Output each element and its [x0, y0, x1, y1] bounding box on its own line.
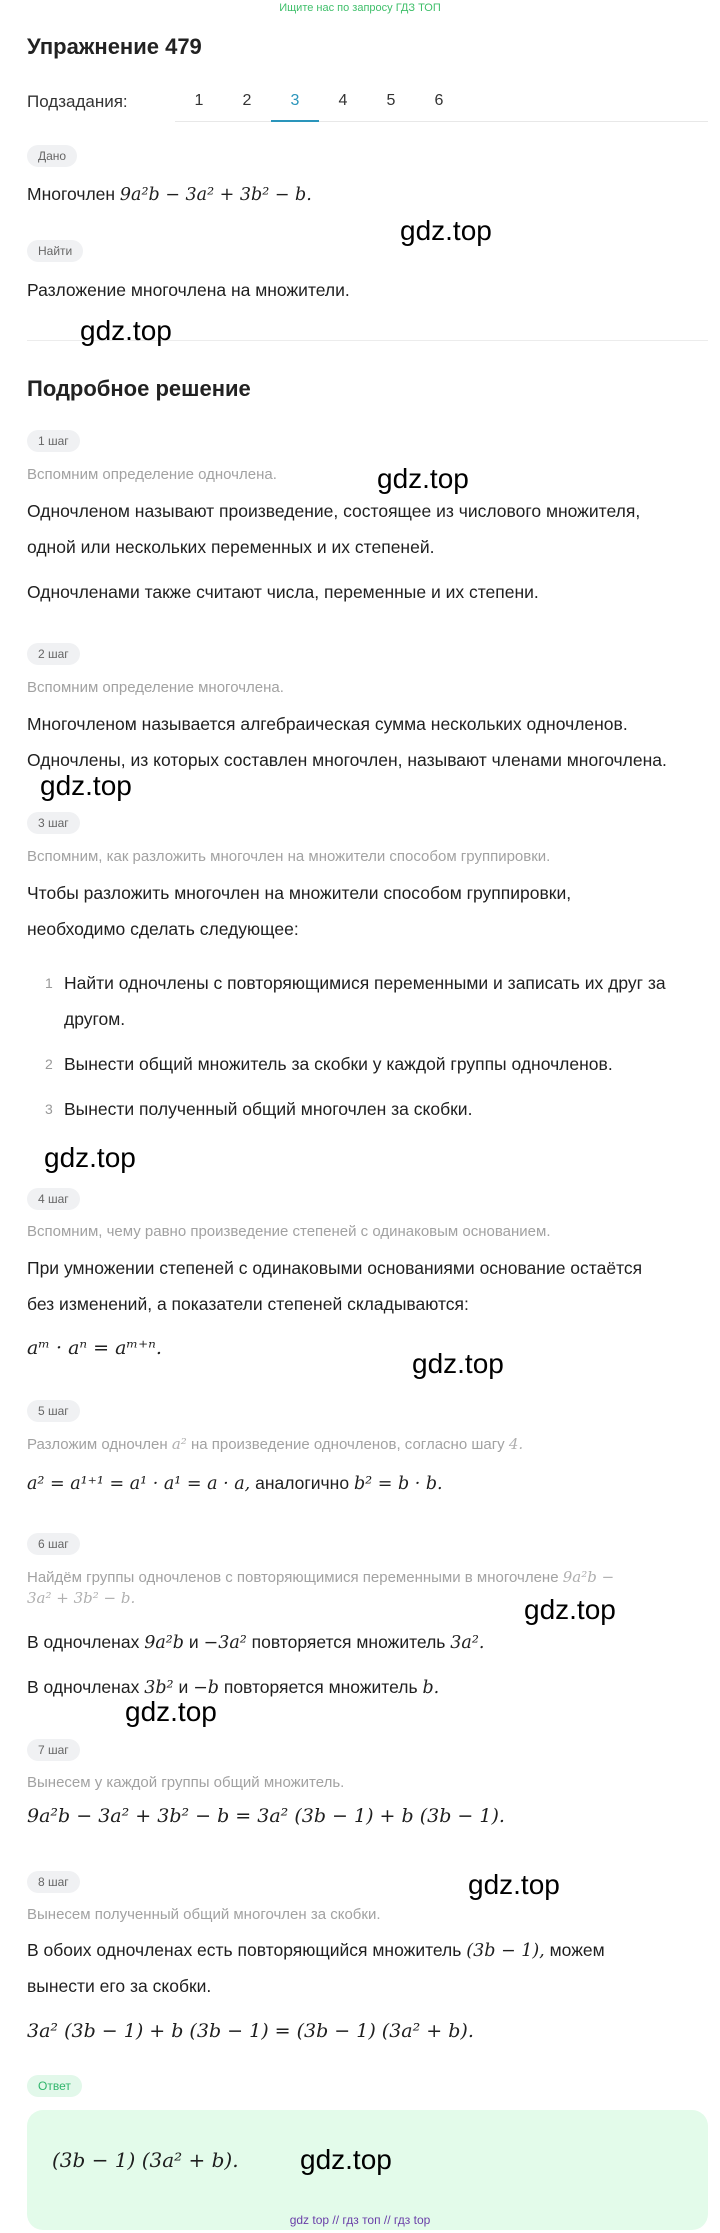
answer-chip: Ответ [27, 2075, 82, 2097]
list-number-3: 3 [45, 1101, 53, 1117]
step-5-hint-c: 4. [508, 1435, 524, 1453]
step-6-l1-b: и [188, 1632, 199, 1652]
step-7-hint: Вынесем у каждой группы общий множитель. [27, 1774, 345, 1791]
step-2-hint: Вспомним определение многочлена. [27, 679, 284, 696]
step-8-hint: Вынесем полученный общий многочлен за скобки. [27, 1906, 381, 1923]
given-polynomial: 9a²b − 3a² + 3b² − b. [119, 185, 312, 205]
step-5-mid: аналогично [255, 1473, 350, 1493]
watermark: gdz.top [400, 215, 492, 246]
step-7-chip: 7 шаг [27, 1739, 80, 1761]
step-5-chip: 5 шаг [27, 1400, 80, 1422]
step-6-l2-c: повторяется множитель [223, 1677, 418, 1697]
step-1-hint: Вспомним определение одночлена. [27, 466, 277, 483]
list-item-1-line-2: другом. [64, 1009, 126, 1029]
step-6-l2-m1: 3b² [144, 1678, 174, 1698]
step-4-line-1: При умножении степеней с одинаковыми основаниями основание остаётся [27, 1258, 643, 1278]
given-prefix: Многочлен [27, 184, 116, 204]
subtask-tab-1[interactable]: 1 [194, 92, 204, 109]
step-5-hint-math: a² [171, 1435, 187, 1453]
page-title: Упражнение 479 [27, 34, 202, 59]
watermark: gdz.top [377, 463, 469, 494]
step-7-formula: 9a²b − 3a² + 3b² − b = 3a² (3b − 1) + b (3b − 1). [27, 1805, 505, 1827]
solution-title: Подробное решение [27, 376, 251, 401]
step-5-formula-b: b² = b · b. [353, 1474, 443, 1494]
subtasks-bar [27, 86, 708, 122]
list-item-2: Вынести общий множитель за скобки у каждой группы одночленов. [64, 1054, 613, 1074]
watermark: gdz.top [44, 1142, 136, 1173]
step-5-formula-line [27, 1465, 707, 1502]
step-5-formula-a: a² = a¹⁺¹ = a¹ · a¹ = a · a, [27, 1474, 251, 1494]
step-6-l1-m3: 3a². [450, 1633, 485, 1653]
watermark: gdz.top [524, 1594, 616, 1625]
step-5-hint-b: на произведение одночленов, согласно шагу [190, 1436, 505, 1453]
step-2-line-2: Одночлены, из которых составлен многочлен, называют членами многочлена. [27, 750, 667, 770]
step-3-line-2: необходимо сделать следующее: [27, 919, 299, 939]
step-6-hint-m1: 9a²b − [562, 1568, 615, 1586]
step-8-l1-m: (3b − 1), [466, 1941, 545, 1961]
watermark: gdz.top [300, 2144, 392, 2175]
given-text [27, 176, 707, 213]
step-6-l1-m2: −3a² [203, 1633, 247, 1653]
list-item-1-line-1: Найти одночлены с повторяющимися переменными и записать их друг за [64, 973, 666, 993]
step-6-l1-c: повторяется множитель [251, 1632, 446, 1652]
subtask-tab-4[interactable]: 4 [338, 92, 348, 109]
step-8-formula: 3a² (3b − 1) + b (3b − 1) = (3b − 1) (3a² + b). [27, 2020, 474, 2042]
watermark: gdz.top [412, 1348, 504, 1379]
list-item-3: Вынести полученный общий многочлен за скобки. [64, 1099, 473, 1119]
step-6-hint-m2: 3a² + 3b² − b. [27, 1589, 136, 1607]
step-1-line-1: Одночленом называют произведение, состоящее из числового множителя, [27, 501, 641, 521]
given-chip: Дано [27, 145, 77, 167]
watermark: gdz.top [125, 1696, 217, 1727]
step-5-hint [27, 1434, 707, 1455]
subtask-tab-5[interactable]: 5 [386, 92, 396, 109]
answer-value: (3b − 1) (3a² + b). [52, 2148, 239, 2172]
find-chip: Найти [27, 240, 83, 262]
step-8-line-1 [27, 1932, 707, 1969]
step-8-chip: 8 шаг [27, 1871, 80, 1893]
footer-links[interactable]: gdz top // гдз топ // гдз top [289, 2213, 431, 2227]
step-4-formula: aᵐ · aⁿ = aᵐ⁺ⁿ. [27, 1337, 162, 1359]
list-number-1: 1 [45, 975, 53, 991]
step-2-chip: 2 шаг [27, 643, 80, 665]
step-3-line-1: Чтобы разложить многочлен на множители способом группировки, [27, 883, 572, 903]
list-number-2: 2 [45, 1056, 53, 1072]
step-6-hint-a: Найдём группы одночленов с повторяющимися переменными в многочлене [27, 1569, 559, 1586]
subtasks-label: Подзадания: [27, 92, 128, 111]
subtask-tab-3-active[interactable]: 3 [271, 86, 319, 122]
watermark: gdz.top [80, 315, 172, 346]
step-6-l2-m2: −b [193, 1678, 219, 1698]
step-3-chip: 3 шаг [27, 812, 80, 834]
step-6-l2-b: и [178, 1677, 189, 1697]
watermark: gdz.top [468, 1869, 560, 1900]
step-6-l2-m3: b. [422, 1678, 440, 1698]
watermark: gdz.top [40, 770, 132, 801]
subtask-tab-2[interactable]: 2 [242, 92, 252, 109]
subtask-tabs [175, 86, 708, 122]
step-2-line-1: Многочленом называется алгебраическая сумма нескольких одночленов. [27, 714, 628, 734]
step-6-l2-a: В одночленах [27, 1677, 140, 1697]
step-6-l1-a: В одночленах [27, 1632, 140, 1652]
step-8-l1-b: можем [549, 1940, 605, 1960]
step-4-chip: 4 шаг [27, 1188, 80, 1210]
step-6-line-1 [27, 1624, 707, 1661]
step-4-line-2: без изменений, а показатели степеней складываются: [27, 1294, 469, 1314]
step-8-l1-a: В обоих одночленах есть повторяющийся множитель [27, 1940, 462, 1960]
find-text: Разложение многочлена на множители. [27, 280, 350, 300]
step-1-line-3: Одночленами также считают числа, переменные и их степени. [27, 582, 539, 602]
step-1-chip: 1 шаг [27, 430, 80, 452]
step-4-hint: Вспомним, чему равно произведение степеней с одинаковым основанием. [27, 1223, 551, 1240]
step-6-chip: 6 шаг [27, 1533, 80, 1555]
step-8-line-2: вынести его за скобки. [27, 1976, 212, 1996]
step-6-l1-m1: 9a²b [144, 1633, 184, 1653]
step-1-line-2: одной или нескольких переменных и их степеней. [27, 537, 435, 557]
subtask-tab-6[interactable]: 6 [434, 92, 444, 109]
step-5-hint-a: Разложим одночлен [27, 1436, 168, 1453]
step-3-hint: Вспомним, как разложить многочлен на множители способом группировки. [27, 848, 551, 865]
search-banner: Ищите нас по запросу ГДЗ ТОП [279, 2, 441, 14]
